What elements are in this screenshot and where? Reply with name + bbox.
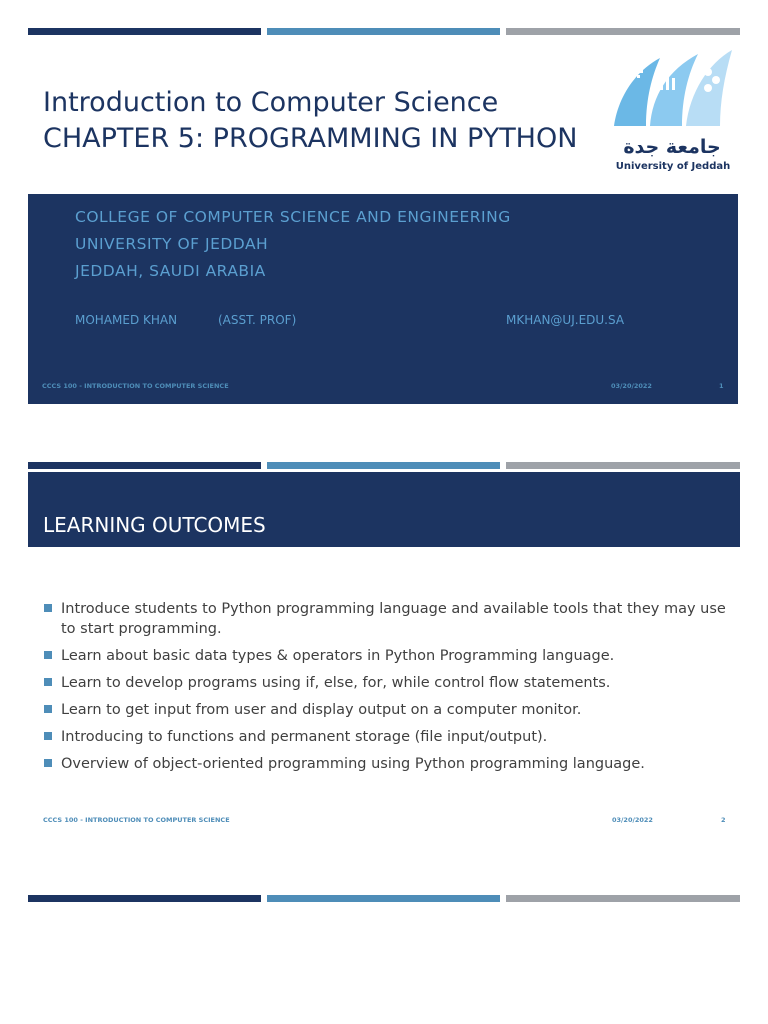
outcome-text: Learn to develop programs using if, else, for, while control flow statements. (61, 674, 611, 691)
university-logo (612, 48, 734, 178)
bullet-icon (44, 759, 52, 767)
bullet-icon (44, 651, 52, 659)
college-name: COLLEGE OF COMPUTER SCIENCE AND ENGINEERING (75, 208, 511, 226)
location: JEDDAH, SAUDI ARABIA (75, 262, 266, 280)
list-item (44, 674, 734, 694)
slide1-footer-course: CCCS 100 - INTRODUCTION TO COMPUTER SCIENCE (42, 382, 229, 390)
slide2-footer-date: 03/20/2022 (612, 816, 653, 824)
slide1-top-bar-navy (28, 28, 261, 35)
university-logo-emblem-icon (612, 48, 734, 138)
slide1-banner (28, 194, 738, 404)
author-email: MKHAN@UJ.EDU.SA (506, 313, 625, 327)
slide2-top-bar-teal (267, 462, 500, 469)
slide2-footer-page: 2 (721, 816, 726, 824)
slide2-footer-course: CCCS 100 - INTRODUCTION TO COMPUTER SCIENCE (43, 816, 230, 824)
slide1-top-bar-teal (267, 28, 500, 35)
list-item (44, 647, 734, 667)
slide2-top-bar-navy (28, 462, 261, 469)
author-position: (ASST. PROF) (218, 313, 297, 327)
slide1-subtitle: CHAPTER 5: PROGRAMMING IN PYTHON (43, 123, 578, 154)
university-name: UNIVERSITY OF JEDDAH (75, 235, 269, 253)
bullet-icon (44, 705, 52, 713)
slide2-heading: LEARNING OUTCOMES (43, 513, 266, 537)
slide1-footer-page: 1 (719, 382, 724, 390)
outcome-text: Learn to get input from user and display output on a computer monitor. (61, 701, 582, 718)
list-item (44, 728, 734, 748)
bullet-icon (44, 678, 52, 686)
outcome-text: Learn about basic data types & operators in Python Programming language. (61, 647, 615, 664)
logo-english-text: University of Jeddah (615, 161, 731, 172)
slide2-header (28, 472, 740, 547)
learning-outcomes-list (44, 600, 734, 782)
outcome-text: Introduce students to Python programming language and available tools that they may use to start programming. (61, 601, 726, 637)
slide3-top-bar-gray (506, 895, 740, 902)
slide2-top-bar-gray (506, 462, 740, 469)
outcome-text: Introducing to functions and permanent storage (file input/output). (61, 728, 548, 745)
slide3-top-bar-navy (28, 895, 261, 902)
list-item (44, 600, 734, 639)
slide1-footer-date: 03/20/2022 (611, 382, 652, 390)
slide3-top-bar-teal (267, 895, 500, 902)
list-item (44, 701, 734, 721)
list-item (44, 755, 734, 775)
slide1-title: Introduction to Computer Science (43, 87, 499, 118)
slide1-top-bar-gray (506, 28, 740, 35)
logo-arabic-text: جامعة جدة (623, 136, 721, 158)
bullet-icon (44, 604, 52, 612)
outcome-text: Overview of object-oriented programming using Python programming language. (61, 755, 645, 772)
author-name: MOHAMED KHAN (75, 313, 178, 327)
bullet-icon (44, 732, 52, 740)
